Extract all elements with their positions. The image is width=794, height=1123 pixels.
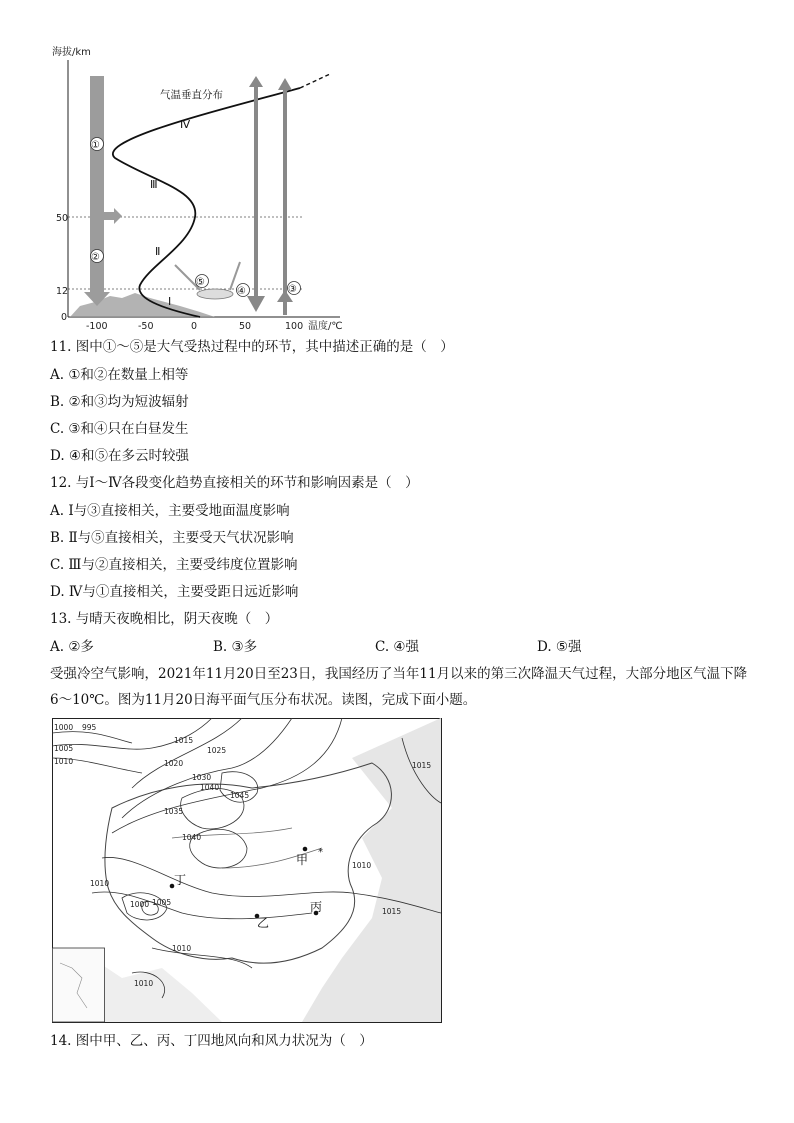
q11-option-d: D. ④和⑤在多云时较强 <box>50 448 190 464</box>
isobar-label-1015-e: 1015 <box>382 907 402 916</box>
q12-option-d: D. Ⅳ与①直接相关，主要受距日远近影响 <box>50 584 299 600</box>
q13-option-c: C. ④强 <box>375 639 420 655</box>
q11-stem: 11. 图中①～⑤是大气受热过程中的环节，其中描述正确的是（ ） <box>50 339 454 355</box>
x-axis-label: 温度/℃ <box>308 321 343 332</box>
isobar-label-1010-sw: 1010 <box>134 979 154 988</box>
isobar-label-1025: 1025 <box>207 746 227 755</box>
marker-3-label: ③ <box>288 284 297 295</box>
place-jia: 甲 <box>296 853 309 867</box>
isobar-label-1035: 1035 <box>164 807 184 816</box>
q12-option-a: A. Ⅰ与③直接相关，主要受地面温度影响 <box>50 503 290 519</box>
place-ding: 丁 <box>174 873 187 887</box>
isobar-label-1040a: 1040 <box>200 783 220 792</box>
x-tick-0: 0 <box>191 321 198 332</box>
place-bing: 丙 <box>310 900 323 914</box>
isobar-label-1015-ne: 1015 <box>412 761 432 770</box>
isobar-label-1000: 1000 <box>54 723 74 732</box>
layer-2: Ⅱ <box>155 245 161 258</box>
cloud <box>197 289 233 299</box>
isobar-label-1010-s: 1010 <box>172 944 192 953</box>
isobar-label-1045: 1045 <box>230 791 250 800</box>
q11-option-b: B. ②和③均为短波辐射 <box>50 394 189 410</box>
pressure-map <box>52 718 442 1023</box>
y-tick-0: 0 <box>61 312 68 323</box>
marker-2: ② <box>91 252 100 263</box>
q12-option-b: B. Ⅱ与⑤直接相关，主要受天气状况影响 <box>50 530 294 546</box>
y-axis-label: 海拔/km <box>52 47 91 58</box>
layer-1: Ⅰ <box>168 295 172 308</box>
layer-3: Ⅲ <box>150 178 158 191</box>
intro-paragraph: 受强冷空气影响，2021年11月20日至23日，我国经历了当年11月以来的第三次降温天气过程，大部分地区气温下降6～10℃。图为11月20日海平面气压分布状况。读图，完成下面小题。 <box>50 666 748 708</box>
x-tick-50: 50 <box>239 321 252 332</box>
marker-4-label: ④ <box>237 286 246 297</box>
marker-1: ① <box>91 140 100 151</box>
layer-4: Ⅳ <box>180 118 191 131</box>
y-tick-50: 50 <box>56 213 69 224</box>
q11-option-a: A. ①和②在数量上相等 <box>50 367 189 383</box>
place-yi: 乙 <box>257 916 270 930</box>
arrow-1-2-shaft <box>90 76 104 296</box>
atmosphere-heating-diagram <box>40 40 360 335</box>
marker-4: ③ <box>40 40 41 41</box>
x-tick-100: 100 <box>285 321 304 332</box>
isobar-label-1000-s: 1000 <box>130 900 150 909</box>
q11-option-c: C. ③和④只在白昼发生 <box>50 421 189 437</box>
q13-stem: 13. 与晴天夜晚相比，阴天夜晚（ ） <box>50 611 279 627</box>
isobar-label-1030: 1030 <box>192 773 212 782</box>
isobar-label-1005-s: 1005 <box>152 898 172 907</box>
isobar-label-1010-e: 1010 <box>352 861 372 870</box>
isobar-label-995: 995 <box>82 723 97 732</box>
curve-label: 气温垂直分布 <box>160 89 223 101</box>
inset-map <box>53 948 105 1022</box>
q12-option-c: C. Ⅲ与②直接相关，主要受纬度位置影响 <box>50 557 298 573</box>
q13-option-b: B. ③多 <box>213 639 258 655</box>
q14-stem: 14. 图中甲、乙、丙、丁四地风向和风力状况为（ ） <box>50 1033 373 1049</box>
isobar-label-1015: 1015 <box>174 736 194 745</box>
svg-text:*: * <box>318 847 323 858</box>
isobar-label-1005: 1005 <box>54 744 74 753</box>
q13-option-a: A. ②多 <box>50 639 94 655</box>
y-tick-12: 12 <box>56 286 69 297</box>
x-tick-m100: -100 <box>86 321 108 332</box>
isobar-label-1040b: 1040 <box>182 833 202 842</box>
isobar-label-1010-w: 1010 <box>90 879 110 888</box>
isobar-label-1010: 1010 <box>54 757 74 766</box>
marker-5: ⑤ <box>196 277 205 288</box>
x-tick-m50: -50 <box>138 321 154 332</box>
arrow-branch <box>104 208 122 224</box>
curve-extension <box>300 74 330 88</box>
q12-stem: 12. 与Ⅰ～Ⅳ各段变化趋势直接相关的环节和影响因素是（ ） <box>50 475 419 491</box>
isobar-label-1020: 1020 <box>164 759 184 768</box>
q13-option-d: D. ⑤强 <box>537 639 582 655</box>
